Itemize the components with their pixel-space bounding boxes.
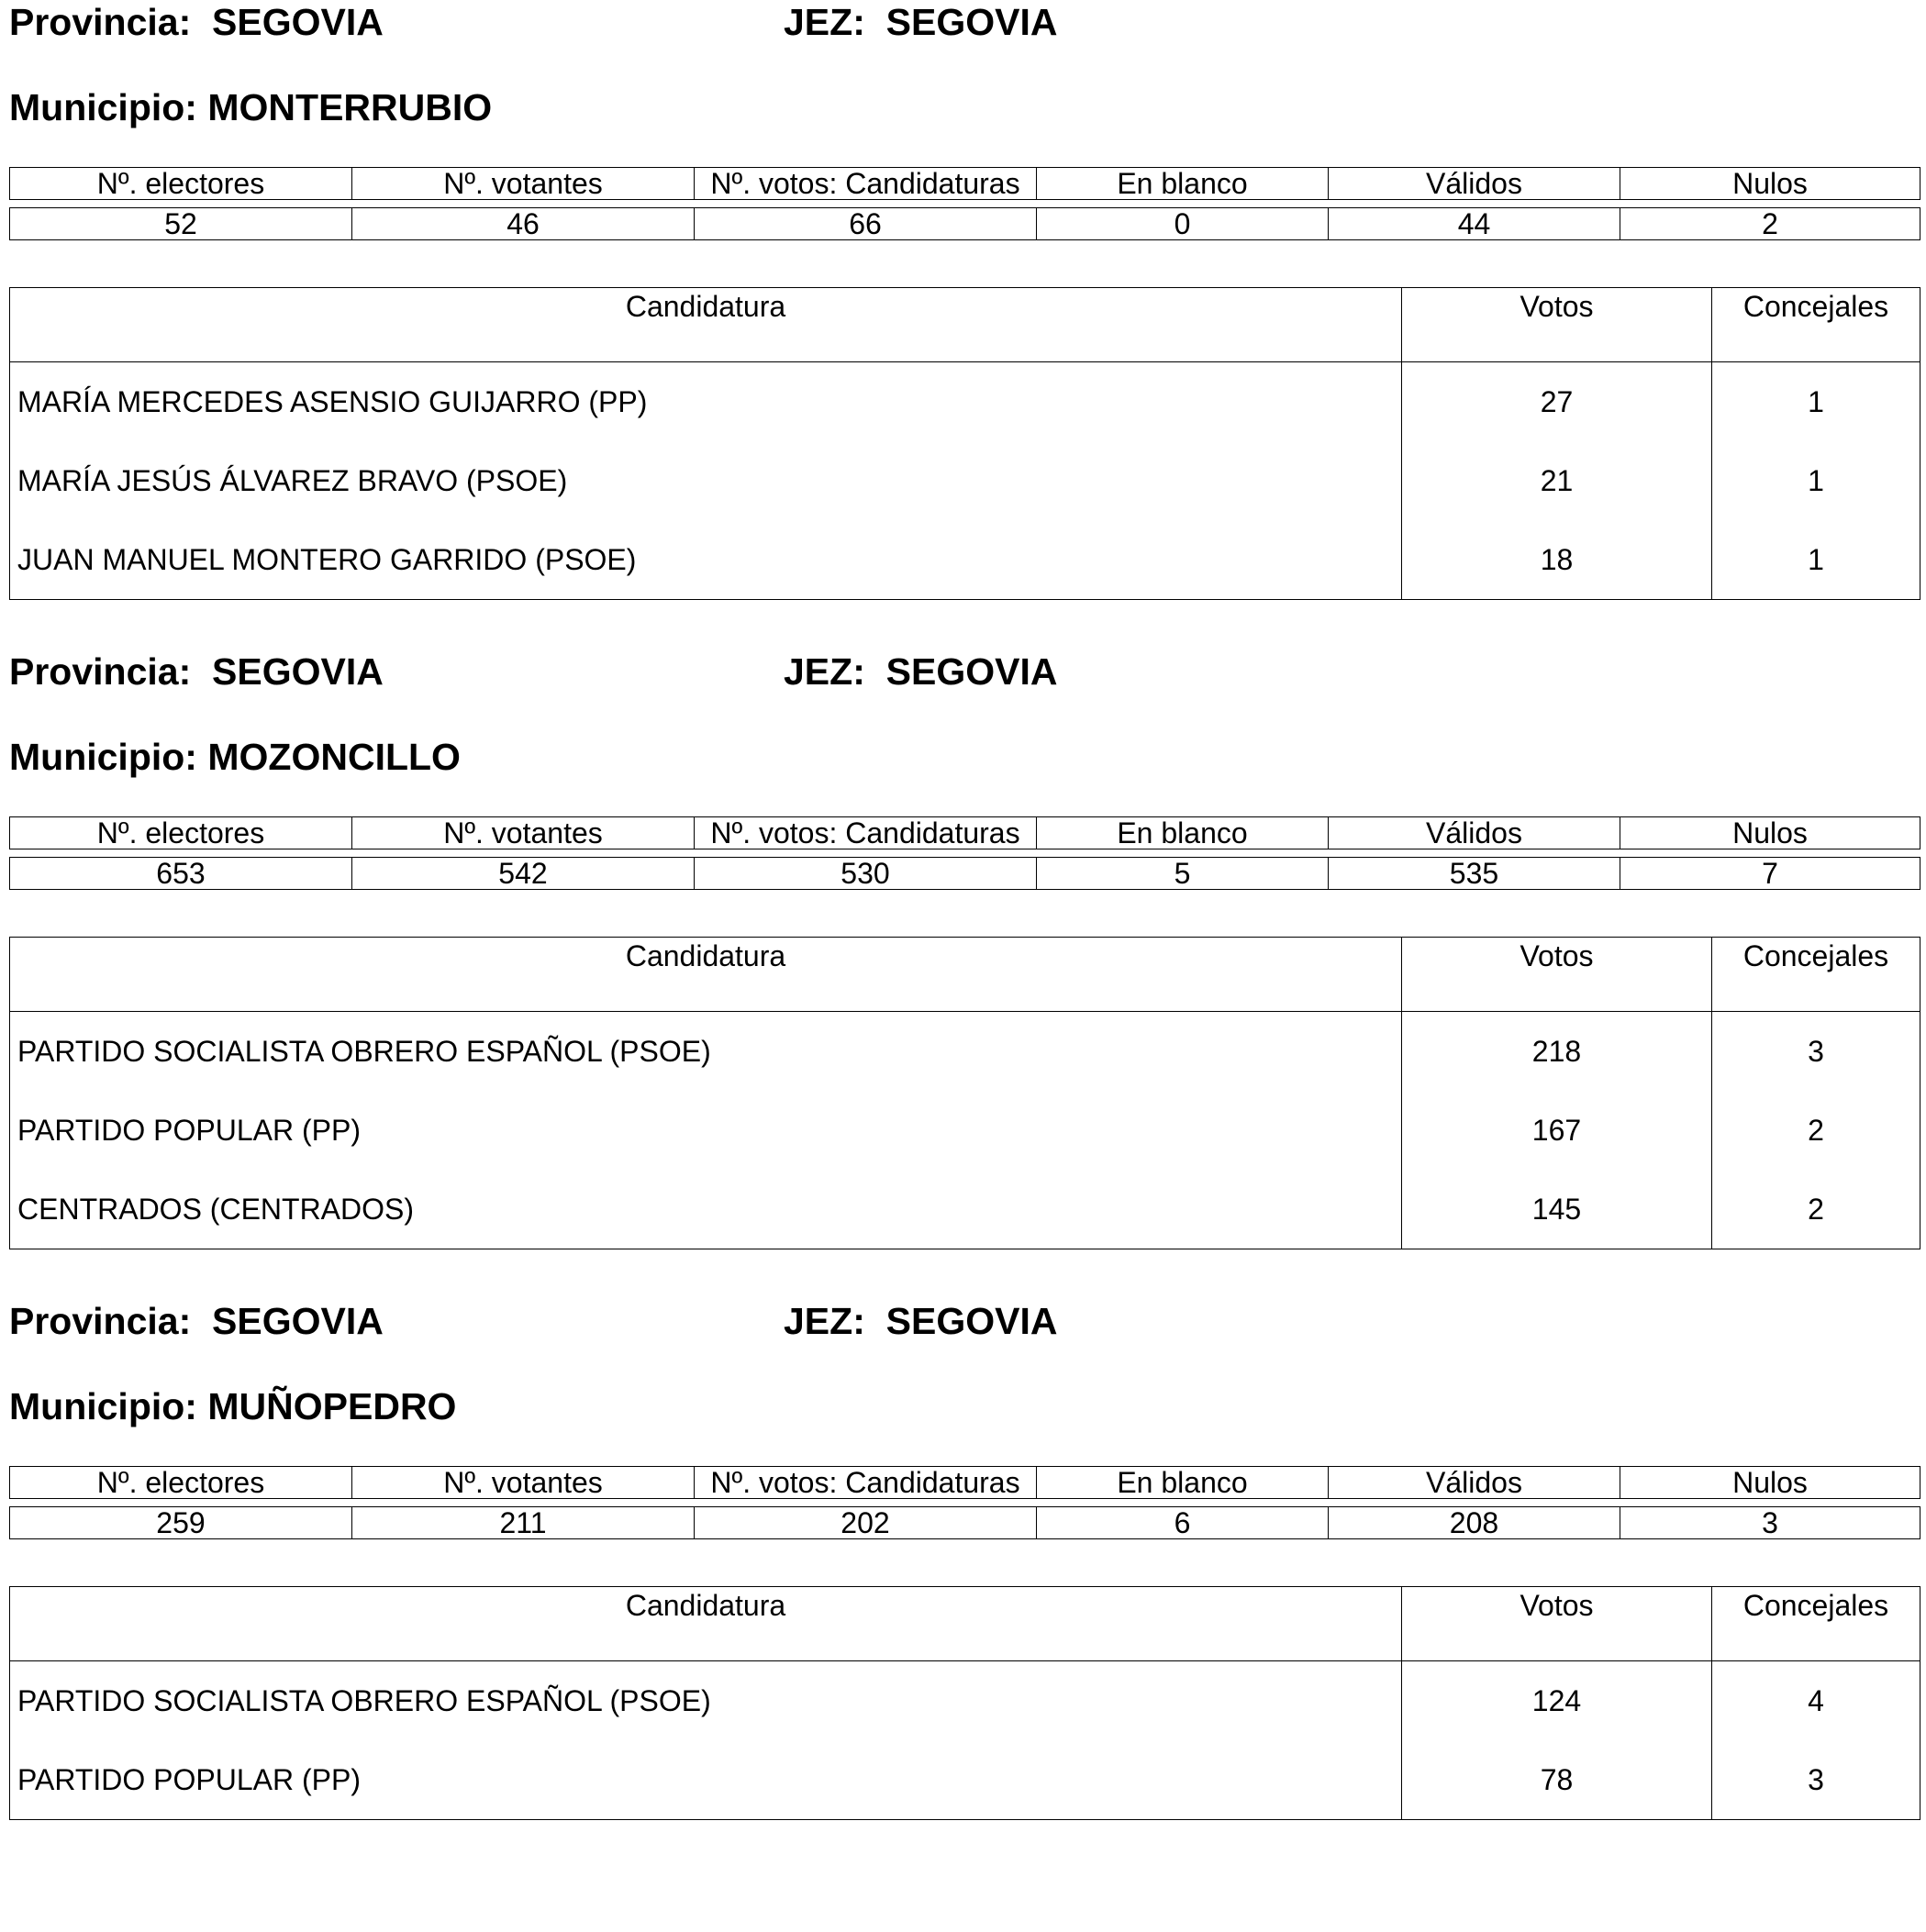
votos-header: Votos	[1402, 1587, 1712, 1661]
candidate-votos: 21	[1402, 441, 1712, 520]
candidate-votos: 218	[1402, 1012, 1712, 1092]
municipio-section	[0, 1299, 1926, 1932]
stats-header-cell: Nº. votos: Candidaturas	[695, 817, 1037, 849]
candidate-name: CENTRADOS (CENTRADOS)	[10, 1170, 1402, 1249]
stats-header-cell: En blanco	[1037, 168, 1329, 200]
candidatura-header: Candidatura	[10, 1587, 1402, 1661]
stats-value-cell: 535	[1329, 858, 1620, 890]
stats-value-cell: 46	[352, 208, 695, 240]
candidate-concejales: 2	[1712, 1091, 1920, 1170]
candidate-name: PARTIDO POPULAR (PP)	[10, 1091, 1402, 1170]
concejales-header: Concejales	[1712, 938, 1920, 1012]
stats-header-cell: Nulos	[1620, 168, 1920, 200]
municipio-heading: Municipio: MONTERRUBIO	[9, 86, 493, 128]
votos-header: Votos	[1402, 288, 1712, 362]
stats-value-cell: 202	[695, 1507, 1037, 1539]
candidates-header-row	[10, 938, 1920, 1012]
stats-header-cell: Válidos	[1329, 168, 1620, 200]
candidate-name: MARÍA JESÚS ÁLVAREZ BRAVO (PSOE)	[10, 441, 1402, 520]
candidate-votos: 27	[1402, 362, 1712, 442]
stats-header-cell: Nº. votos: Candidaturas	[695, 168, 1037, 200]
candidate-concejales: 1	[1712, 362, 1920, 442]
table-row	[10, 1740, 1920, 1820]
candidate-name: PARTIDO POPULAR (PP)	[10, 1740, 1402, 1820]
candidate-name: PARTIDO SOCIALISTA OBRERO ESPAÑOL (PSOE)	[10, 1012, 1402, 1092]
stats-values-table	[9, 1506, 1920, 1539]
section-header	[9, 650, 1202, 705]
candidates-header-row	[10, 288, 1920, 362]
stats-value-cell: 3	[1620, 1507, 1920, 1539]
stats-header-cell: Nº. votantes	[352, 817, 695, 849]
table-row	[10, 520, 1920, 600]
stats-header-table	[9, 167, 1920, 200]
candidates-table	[9, 1586, 1920, 1820]
stats-value-cell: 5	[1037, 858, 1329, 890]
stats-value-cell: 211	[352, 1507, 695, 1539]
jez-heading: JEZ: SEGOVIA	[784, 650, 1058, 693]
candidate-concejales: 1	[1712, 441, 1920, 520]
section-header	[9, 0, 1202, 55]
candidate-concejales: 3	[1712, 1740, 1920, 1820]
stats-value-cell: 0	[1037, 208, 1329, 240]
candidates-header-row	[10, 1587, 1920, 1661]
provincia-heading: Provincia: SEGOVIA	[9, 1300, 384, 1342]
municipio-heading: Municipio: MUÑOPEDRO	[9, 1385, 457, 1427]
stats-header-cell: En blanco	[1037, 1467, 1329, 1499]
municipio-section	[0, 0, 1926, 633]
municipio-section	[0, 650, 1926, 1282]
stats-value-cell: 530	[695, 858, 1037, 890]
stats-header-cell: Válidos	[1329, 1467, 1620, 1499]
candidate-votos: 124	[1402, 1661, 1712, 1741]
stats-value-cell: 66	[695, 208, 1037, 240]
table-row	[10, 1012, 1920, 1092]
stats-value-cell: 542	[352, 858, 695, 890]
stats-value-cell: 208	[1329, 1507, 1620, 1539]
stats-value-cell: 653	[10, 858, 352, 890]
stats-header-cell: Nº. votantes	[352, 168, 695, 200]
candidate-concejales: 2	[1712, 1170, 1920, 1249]
table-row	[10, 1091, 1920, 1170]
stats-header-cell: Nº. electores	[10, 817, 352, 849]
stats-header-cell: Nº. votantes	[352, 1467, 695, 1499]
table-row	[10, 1170, 1920, 1249]
stats-value-cell: 6	[1037, 1507, 1329, 1539]
candidate-votos: 145	[1402, 1170, 1712, 1249]
candidate-name: PARTIDO SOCIALISTA OBRERO ESPAÑOL (PSOE)	[10, 1661, 1402, 1741]
stats-header-cell: Nº. electores	[10, 168, 352, 200]
candidatura-header: Candidatura	[10, 288, 1402, 362]
votos-header: Votos	[1402, 938, 1712, 1012]
stats-value-cell: 7	[1620, 858, 1920, 890]
table-row	[10, 1661, 1920, 1741]
stats-value-cell: 44	[1329, 208, 1620, 240]
candidate-name: JUAN MANUEL MONTERO GARRIDO (PSOE)	[10, 520, 1402, 600]
stats-header-cell: Nº. electores	[10, 1467, 352, 1499]
stats-values-table	[9, 857, 1920, 890]
candidate-name: MARÍA MERCEDES ASENSIO GUIJARRO (PP)	[10, 362, 1402, 442]
candidate-concejales: 3	[1712, 1012, 1920, 1092]
stats-header-cell: Nº. votos: Candidaturas	[695, 1467, 1037, 1499]
candidate-votos: 18	[1402, 520, 1712, 600]
stats-value-cell: 259	[10, 1507, 352, 1539]
stats-header-table	[9, 816, 1920, 849]
stats-header-cell: Válidos	[1329, 817, 1620, 849]
stats-header-cell: En blanco	[1037, 817, 1329, 849]
jez-heading: JEZ: SEGOVIA	[784, 1, 1058, 43]
candidate-concejales: 1	[1712, 520, 1920, 600]
candidates-table	[9, 287, 1920, 600]
stats-header-cell: Nulos	[1620, 1467, 1920, 1499]
candidate-votos: 78	[1402, 1740, 1712, 1820]
stats-values-table	[9, 207, 1920, 240]
jez-heading: JEZ: SEGOVIA	[784, 1300, 1058, 1342]
candidatura-header: Candidatura	[10, 938, 1402, 1012]
stats-header-cell: Nulos	[1620, 817, 1920, 849]
municipio-heading: Municipio: MOZONCILLO	[9, 736, 461, 778]
concejales-header: Concejales	[1712, 1587, 1920, 1661]
stats-value-cell: 2	[1620, 208, 1920, 240]
provincia-heading: Provincia: SEGOVIA	[9, 650, 384, 693]
candidate-concejales: 4	[1712, 1661, 1920, 1741]
candidate-votos: 167	[1402, 1091, 1712, 1170]
candidates-table	[9, 937, 1920, 1249]
stats-value-cell: 52	[10, 208, 352, 240]
concejales-header: Concejales	[1712, 288, 1920, 362]
table-row	[10, 362, 1920, 442]
section-header	[9, 1299, 1202, 1354]
stats-header-table	[9, 1466, 1920, 1499]
table-row	[10, 441, 1920, 520]
provincia-heading: Provincia: SEGOVIA	[9, 1, 384, 43]
